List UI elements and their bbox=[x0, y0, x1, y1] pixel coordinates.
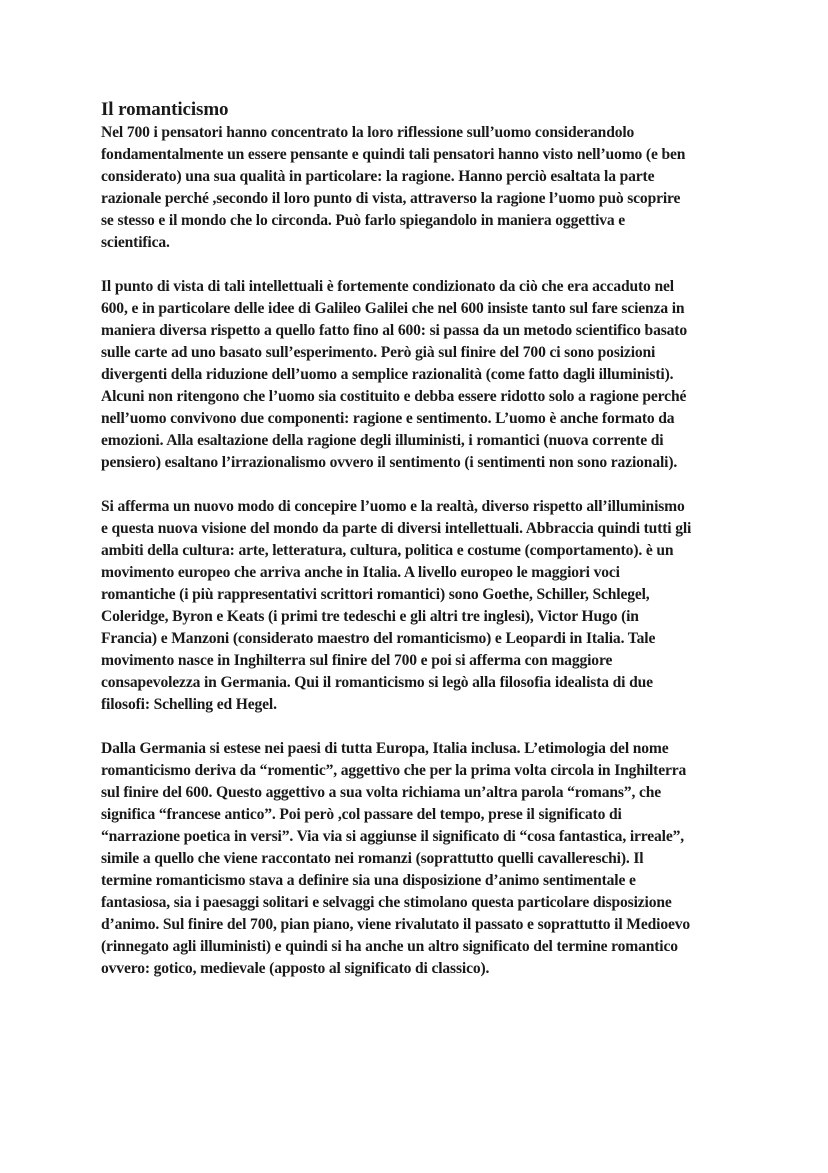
text-line: Nel 700 i pensatori hanno concentrato la loro riflessione sull’uomo considerandolo bbox=[101, 124, 635, 141]
text-line: Dalla Germania si estese nei paesi di tutta Europa, Italia inclusa. L’etimologia del nome bbox=[101, 740, 669, 757]
text-line: (rinnegato agli illuministi) e quindi si ha anche un altro significato del termine romantico bbox=[101, 938, 678, 955]
text-line: se stesso e il mondo che lo circonda. Può farlo spiegandolo in maniera oggettiva e bbox=[101, 212, 626, 229]
text-line: maniera diversa rispetto a quello fatto fino al 600: si passa da un metodo scientifico basato bbox=[101, 322, 687, 339]
document-title: Il romanticismo bbox=[101, 99, 229, 120]
text-line: sulle carte ad uno basato sull’esperimento. Però già sul finire del 700 ci sono posizioni bbox=[101, 344, 656, 361]
text-line: emozioni. Alla esaltazione della ragione degli illuministi, i romantici (nuova corrente di bbox=[101, 432, 664, 449]
text-line: ovvero: gotico, medievale (apposto al significato di classico). bbox=[101, 960, 490, 977]
text-line: movimento europeo che arriva anche in Italia. A livello europeo le maggiori voci bbox=[101, 564, 620, 581]
document-page bbox=[101, 98, 761, 1002]
text-line: romantiche (i più rappresentativi scrittori romantici) sono Goethe, Schiller, Schlegel, bbox=[101, 586, 650, 603]
text-line: ambiti della cultura: arte, letteratura, cultura, politica e costume (comportamento). è un bbox=[101, 542, 674, 559]
paragraph-3 bbox=[101, 496, 761, 716]
paragraph-2 bbox=[101, 276, 761, 474]
text-line: “narrazione poetica in versi”. Via via si aggiunse il significato di “cosa fantastica, irreale”, bbox=[101, 828, 685, 845]
text-line: Alcuni non ritengono che l’uomo sia costituito e debba essere ridotto solo a ragione perché bbox=[101, 388, 687, 405]
text-line: significa “francese antico”. Poi però ,col passare del tempo, prese il significato di bbox=[101, 806, 622, 823]
text-line: considerato) una sua qualità in particolare: la ragione. Hanno perciò esaltata la parte bbox=[101, 168, 655, 185]
text-line: sul finire del 600. Questo aggettivo a sua volta richiama un’altra parola “romans”, che bbox=[101, 784, 662, 801]
text-line: Il punto di vista di tali intellettuali è fortemente condizionato da ciò che era accaduto nel bbox=[101, 278, 674, 295]
paragraph-1 bbox=[101, 122, 761, 254]
text-line: filosofi: Schelling ed Hegel. bbox=[101, 696, 277, 713]
text-line: pensiero) esaltano l’irrazionalismo ovvero il sentimento (i sentimenti non sono razionali). bbox=[101, 454, 678, 471]
text-line: scientifica. bbox=[101, 234, 170, 251]
paragraph-4 bbox=[101, 738, 761, 980]
text-line: consapevolezza in Germania. Qui il romanticismo si legò alla filosofia idealista di due bbox=[101, 674, 653, 691]
text-line: nell’uomo convivono due componenti: ragione e sentimento. L’uomo è anche formato da bbox=[101, 410, 675, 427]
text-line: Si afferma un nuovo modo di concepire l’uomo e la realtà, diverso rispetto all’illuminismo bbox=[101, 498, 685, 515]
text-line: movimento nasce in Inghilterra sul finire del 700 e poi si afferma con maggiore bbox=[101, 652, 613, 669]
text-line: razionale perché ,secondo il loro punto di vista, attraverso la ragione l’uomo può scoprire bbox=[101, 190, 681, 207]
text-line: termine romanticismo stava a definire sia una disposizione d’animo sentimentale e bbox=[101, 872, 636, 889]
text-line: fantasiosa, sia i paesaggi solitari e selvaggi che stimolano questa particolare disposizione bbox=[101, 894, 672, 911]
text-line: 600, e in particolare delle idee di Galileo Galilei che nel 600 insiste tanto sul fare scienza in bbox=[101, 300, 685, 317]
text-line: Francia) e Manzoni (considerato maestro del romanticismo) e Leopardi in Italia. Tale bbox=[101, 630, 656, 647]
text-line: romanticismo deriva da “romentic”, aggettivo che per la prima volta circola in Inghilterra bbox=[101, 762, 687, 779]
text-line: simile a quello che viene raccontato nei romanzi (soprattutto quelli cavallereschi). Il bbox=[101, 850, 644, 867]
text-line: e questa nuova visione del mondo da parte di diversi intellettuali. Abbraccia quindi tutti gli bbox=[101, 520, 692, 537]
text-line: fondamentalmente un essere pensante e quindi tali pensatori hanno visto nell’uomo (e ben bbox=[101, 146, 686, 163]
text-line: divergenti della riduzione dell’uomo a semplice razionalità (come fatto dagli illuministi). bbox=[101, 366, 674, 383]
text-line: Coleridge, Byron e Keats (i primi tre tedeschi e gli altri tre inglesi), Victor Hugo (in bbox=[101, 608, 639, 625]
text-line: d’animo. Sul finire del 700, pian piano, viene rivalutato il passato e soprattutto il Medioevo bbox=[101, 916, 691, 933]
